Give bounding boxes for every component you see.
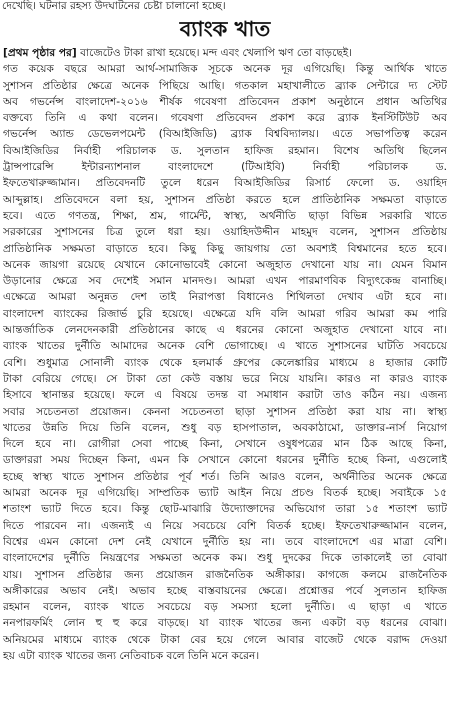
article-line: সবার সচেতনতা প্রয়োজন। কেননা সচেতনতা ছাড়া সুশাসন প্রতিষ্ঠা করা যায় না। স্বাস্থ্য [3,405,447,418]
article-line: প্রাতিষ্ঠানিক সক্ষমতা বাড়াতে হবে। কিছু কিছু জায়গায় তো অবশ্যই বিশ্বমানের হতে হবে। [3,242,447,255]
article-line: ননপারফর্মিং লোন হু হু করে বাড়ছে। যা ব্যাংক খাতের জন্য একটা বড় ধরনের বোঝা। [3,617,447,630]
article-line-text: বাজেটেও টাকা রাখা হয়েছে। মন্দ এবং খেলাপি ঋণ তো বাড়ছেই। [76,47,353,59]
article-line: ব্যাংক খাতের দুর্নীতি আমাদের অনেক বেশি ভোগাচ্ছে। এ খাতে সুশাসনের ঘাটতি সবচেয়ে [3,340,447,353]
article-line: উড়ানোর ক্ষেত্রে সব দেশেই সমান মানদণ্ড। আমরা এখন পারমাণবিক বিদ্যুৎকেন্দ্র বানাচ্ছি। [3,275,447,288]
article-line: সরকারের সুশাসনের চিত্র তুলে ধরা হয়। ওয়াহিদউদ্দীন মাহমুদ বলেন, সুশাসন প্রতিষ্ঠায় [3,226,447,239]
article-line: বেশি। শুধুমাত্র সোনালী ব্যাংক থেকে হলমার্ক গ্রুপের কেলেঙ্কারির মাধ্যমে ৪ হাজার কোটি [3,356,447,369]
article-line: বিআইজিডির নির্বাহী পরিচালক ড. সুলতান হাফিজ রহমান। বিশেষ অতিথি ছিলেন [3,144,447,157]
article-line: টাকা বেরিয়ে গেছে। সে টাকা তো কেউ বস্তায় ভরে নিয়ে যায়নি। কারও না কারও ব্যাংক [3,372,447,385]
article-line: অঙ্গীকারের অভাব নেই। অভাব হচ্ছে বাস্তবায়নের ক্ষেত্রে। প্রশ্নোত্তর পর্বে সুলতান হাফিজ [3,584,447,597]
article-line: দিলে হবে না। রোগীরা সেবা পাচ্ছে কিনা, সেখানে ওষুধপত্রের মান ঠিক আছে কিনা, [3,438,447,451]
article-line: বাংলাদেশ ব্যাংকের রিজার্ভ চুরি হয়েছে। এক্ষেত্রে যদি বলি আমরা গরিব আমরা কম পারি [3,307,447,320]
article-line: বক্তব্যে তিনি এ কথা বলেন। গবেষণা প্রতিবেদন প্রকাশ করে ব্র্যাক ইনস্টিটিউট অব [3,112,447,125]
article-line: গভর্নেন্স অ্যান্ড ডেভেলপমেন্ট (বিআইজিডি) ব্র্যাক বিশ্ববিদ্যালয়। এতে সভাপতিত্ব করেন [3,128,447,141]
article-line: অনিয়মের মাধ্যমে ব্যাংক থেকে টাকা বের হয়ে গেলে আবার বাজেট থেকে বরাদ্দ দেওয়া [3,633,447,646]
article-line: ইফতেখারুজ্জামান। প্রতিবেদনটি তুলে ধরেন বিআইজিডির রিসার্চ ফেলো ড. ওয়াহিদ [3,177,447,190]
article-line: গত কয়েক বছরে আমরা আর্থ-সামাজিক সূচকে অনেক দূর এগিয়েছি। কিন্তু আর্থিক খাতে [3,63,447,76]
article-line: আব্দুল্লাহ। প্রতিবেদনে বলা হয়, সুশাসন প্রতিষ্ঠা করতে হলে প্রাতিষ্ঠানিক সক্ষমতা বাড়াতে [3,193,447,206]
article-line: আমরা অনেক দূর এগিয়েছি। সাম্প্রতিক ভ্যাট আইন নিয়ে প্রচণ্ড বিতর্ক হচ্ছে। সবাইকে ১৫ [3,487,447,500]
article-line: অনেক জায়গা রয়েছে যেখানে কোনোভাবেই কোনো অজুহাত দেখানো যায় না। যেমন বিমান [3,258,447,271]
article-line: হচ্ছে স্বাস্থ্য খাতে সুশাসন প্রতিষ্ঠার পূর্ব শর্ত। তিনি আরও বলেন, অর্থনীতির অনেক ক্ষেত্রে [3,470,447,483]
article-line [3,45,447,61]
article-line: ডাক্তাররা সময় দিচ্ছেন কিনা, এমন কি সেখানে কোনো ধরনের দুর্নীতি হচ্ছে কিনা, এগুলোই [3,454,447,467]
article-line: খাতের উন্নতি দিয়ে তিনি বলেন, শুধু বড় হাসপাতাল, অবকাঠামো, ডাক্তার-নার্স নিয়োগ [3,421,447,434]
headline: ব্যাংক খাত [179,17,271,41]
article-line: ট্রান্সপারেন্সি ইন্টারন্যাশনাল বাংলাদেশে (টিআইবি) নির্বাহী পরিচালক ড. [3,161,447,174]
continued-from-front-page-tag: [প্রথম পৃষ্ঠার পর] [3,47,77,59]
article-line: হবে। এতে গণতন্ত্র, শিক্ষা, শ্রম, গার্মেন্ট, স্বাস্থ্য, অর্থনীতি ছাড়া বিভিন্ন সরকারি খাতে [3,209,447,222]
article-body [3,45,447,699]
article-line: হয় এটা ব্যাংক খাতের জন্য নেতিবাচক বলে তিনি মনে করেন। [3,649,260,662]
article-line: বিশ্বের এমন কোনো দেশ নেই যেখানে দুর্নীতি হয় না। তবে বাংলাদেশে এর মাত্রা বেশি। [3,535,447,548]
article-line: যায়। সুশাসন প্রতিষ্ঠার জন্য প্রয়োজন রাজনৈতিক অঙ্গীকার। কাগজে কলমে রাজনৈতিক [3,568,447,581]
article-line: আন্তর্জাতিক লেনদেনকারী প্রতিষ্ঠানের কাছে এ ধরনের কোনো অজুহাত দেখানো যাবে না। [3,324,447,337]
article-line: বাংলাদেশের দুর্নীতি নিয়ন্ত্রণের সক্ষমতা অনেক কম। শুধু দুদকের দিকে তাকালেই তা বোঝা [3,552,447,565]
previous-article-tail: দেখেছি। ঘটনার রহস্য উদঘাটনের চেষ্টা চালানো হচ্ছে। [2,0,226,12]
article-line: রহমান বলেন, ব্যাংক খাতে সবচেয়ে বড় সমস্যা হলো দুর্নীতি। এ ছাড়া এ খাতে [3,601,447,614]
article-line: হিসাবে স্থানান্তর হয়েছে। ফলে এ বিষয়ে তদন্ত বা সমাধান করাটা তাও কঠিন নয়। এজন্য [3,389,447,402]
article-line: এক্ষেত্রে আমরা অনুন্নত দেশ তাই নিরাপত্তা বিধানেও শিথিলতা দেখাব এটা হবে না। [3,291,447,304]
article-line: শতাংশ ভ্যাট দিতে হবে। কিন্তু ছোট-মাঝারি উদ্যোক্তাদের অভিযোগ তারা ১৫ শতাংশ ভ্যাট [3,503,447,516]
article-line: দিতে পারবেন না। এজন্যই এ নিয়ে সবচেয়ে বেশি বিতর্ক হচ্ছে। ইফতেখারুজ্জামান বলেন, [3,519,447,532]
article-line: অব গভর্নেন্স বাংলাদেশ-২০১৬ শীর্ষক গবেষণা প্রতিবেদন প্রকাশ অনুষ্ঠানে প্রধান অতিথির [3,95,447,108]
article-line: সুশাসন প্রতিষ্ঠার ক্ষেত্রে অনেক পিছিয়ে আছি। গতকাল মহাখালীতে ব্র্যাক সেন্টারে দ্য স্টেট [3,79,447,92]
